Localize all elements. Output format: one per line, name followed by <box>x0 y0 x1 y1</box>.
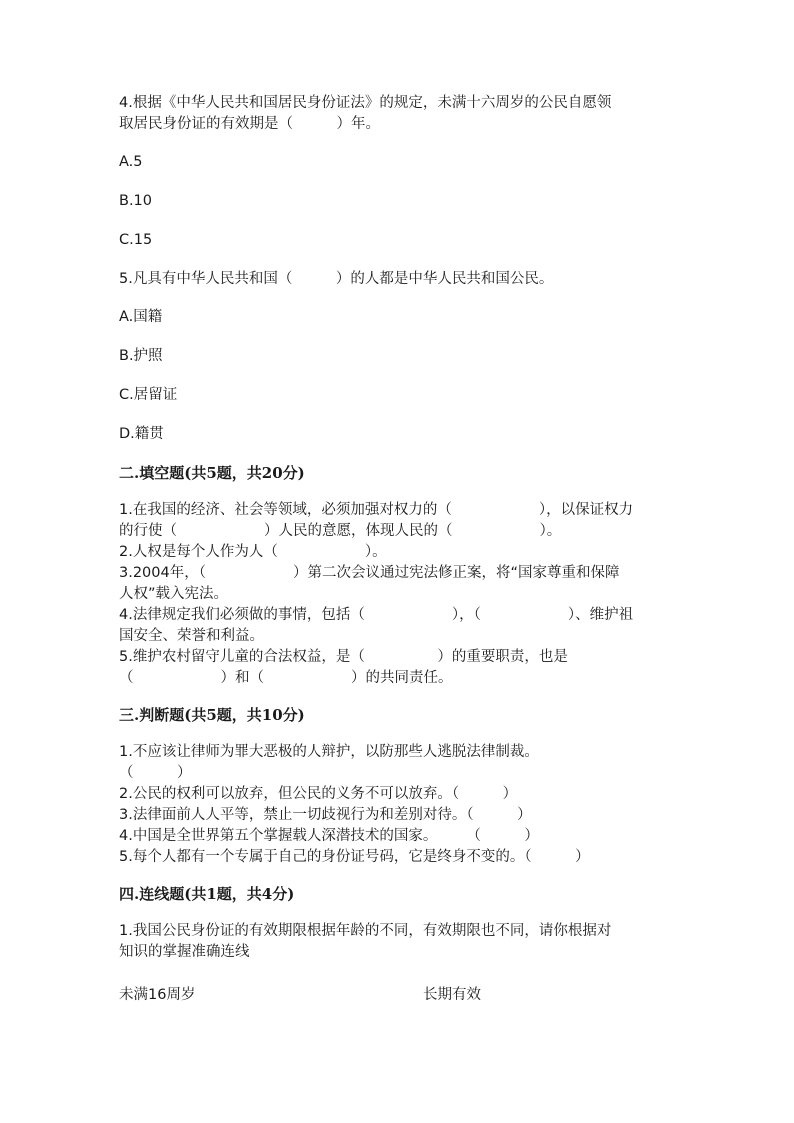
fill-line: 国安全、荣誉和利益。 <box>119 628 264 644</box>
fill-line: 3.2004年，（ ）第二次会议通过宪法修正案，将“国家尊重和保障 <box>119 565 620 581</box>
question-5-option-c: C.居留证 <box>119 387 178 403</box>
fill-line: 5.维护农村留守儿童的合法权益，是（ ）的重要职责，也是 <box>119 649 568 665</box>
question-4-option-c: C.15 <box>119 232 153 248</box>
question-5-option-d: D.籍贯 <box>119 426 164 442</box>
fill-line: 的行使（ ）人民的意愿，体现人民的（ ）。 <box>119 523 562 539</box>
fill-line: 2.人权是每个人作为人（ ）。 <box>119 544 387 560</box>
fill-line: 4.法律规定我们必须做的事情，包括（ ），（ ）、维护祖 <box>119 607 634 623</box>
judge-line: 5.每个人都有一个专属于自己的身份证号码，它是终身不变的。（ ） <box>119 849 590 865</box>
match-stem-line-2: 知识的掌握准确连线 <box>119 944 250 960</box>
question-5-option-a: A.国籍 <box>119 309 163 325</box>
judge-line: （ ） <box>119 765 192 781</box>
fill-section-title: 二.填空题(共5题，共20分) <box>119 464 305 482</box>
judge-line: 2.公民的权利可以放弃，但公民的义务不可以放弃。（ ） <box>119 786 518 802</box>
fill-line: 1.在我国的经济、社会等领域，必须加强对权力的（ ），以保证权力 <box>119 502 634 518</box>
fill-line: （ ）和（ ）的共同责任。 <box>119 670 453 686</box>
question-4-option-a: A.5 <box>119 154 143 170</box>
fill-questions <box>119 500 679 689</box>
match-right-item[interactable]: 长期有效 <box>423 987 481 1003</box>
judge-line: 1.不应该让律师为罪大恶极的人辩护，以防那些人逃脱法律制裁。 <box>119 744 539 760</box>
exam-page <box>119 93 679 1006</box>
question-4-stem <box>119 93 679 135</box>
judge-line: 3.法律面前人人平等，禁止一切歧视行为和差别对待。（ ） <box>119 807 532 823</box>
judge-section-title: 三.判断题(共5题，共10分) <box>119 706 305 724</box>
judge-questions <box>119 742 679 868</box>
match-row <box>119 985 679 1006</box>
question-5-stem: 5.凡具有中华人民共和国（ ）的人都是中华人民共和国公民。 <box>119 271 554 287</box>
match-left-item[interactable]: 未满16周岁 <box>119 987 196 1003</box>
match-stem-line-1: 1.我国公民身份证的有效期限根据年龄的不同，有效期限也不同，请你根据对 <box>119 923 612 939</box>
question-4-line-2: 取居民身份证的有效期是（ ）年。 <box>119 116 380 132</box>
judge-line: 4.中国是全世界第五个掌握载人深潜技术的国家。 （ ） <box>119 828 539 844</box>
question-4-line-1: 4.根据《中华人民共和国居民身份证法》的规定，未满十六周岁的公民自愿领 <box>119 95 612 111</box>
question-4-option-b: B.10 <box>119 193 153 209</box>
match-section-title: 四.连线题(共1题，共4分) <box>119 885 295 903</box>
match-question-stem <box>119 921 679 963</box>
question-5-option-b: B.护照 <box>119 348 163 364</box>
fill-line: 人权”载入宪法。 <box>119 586 229 602</box>
